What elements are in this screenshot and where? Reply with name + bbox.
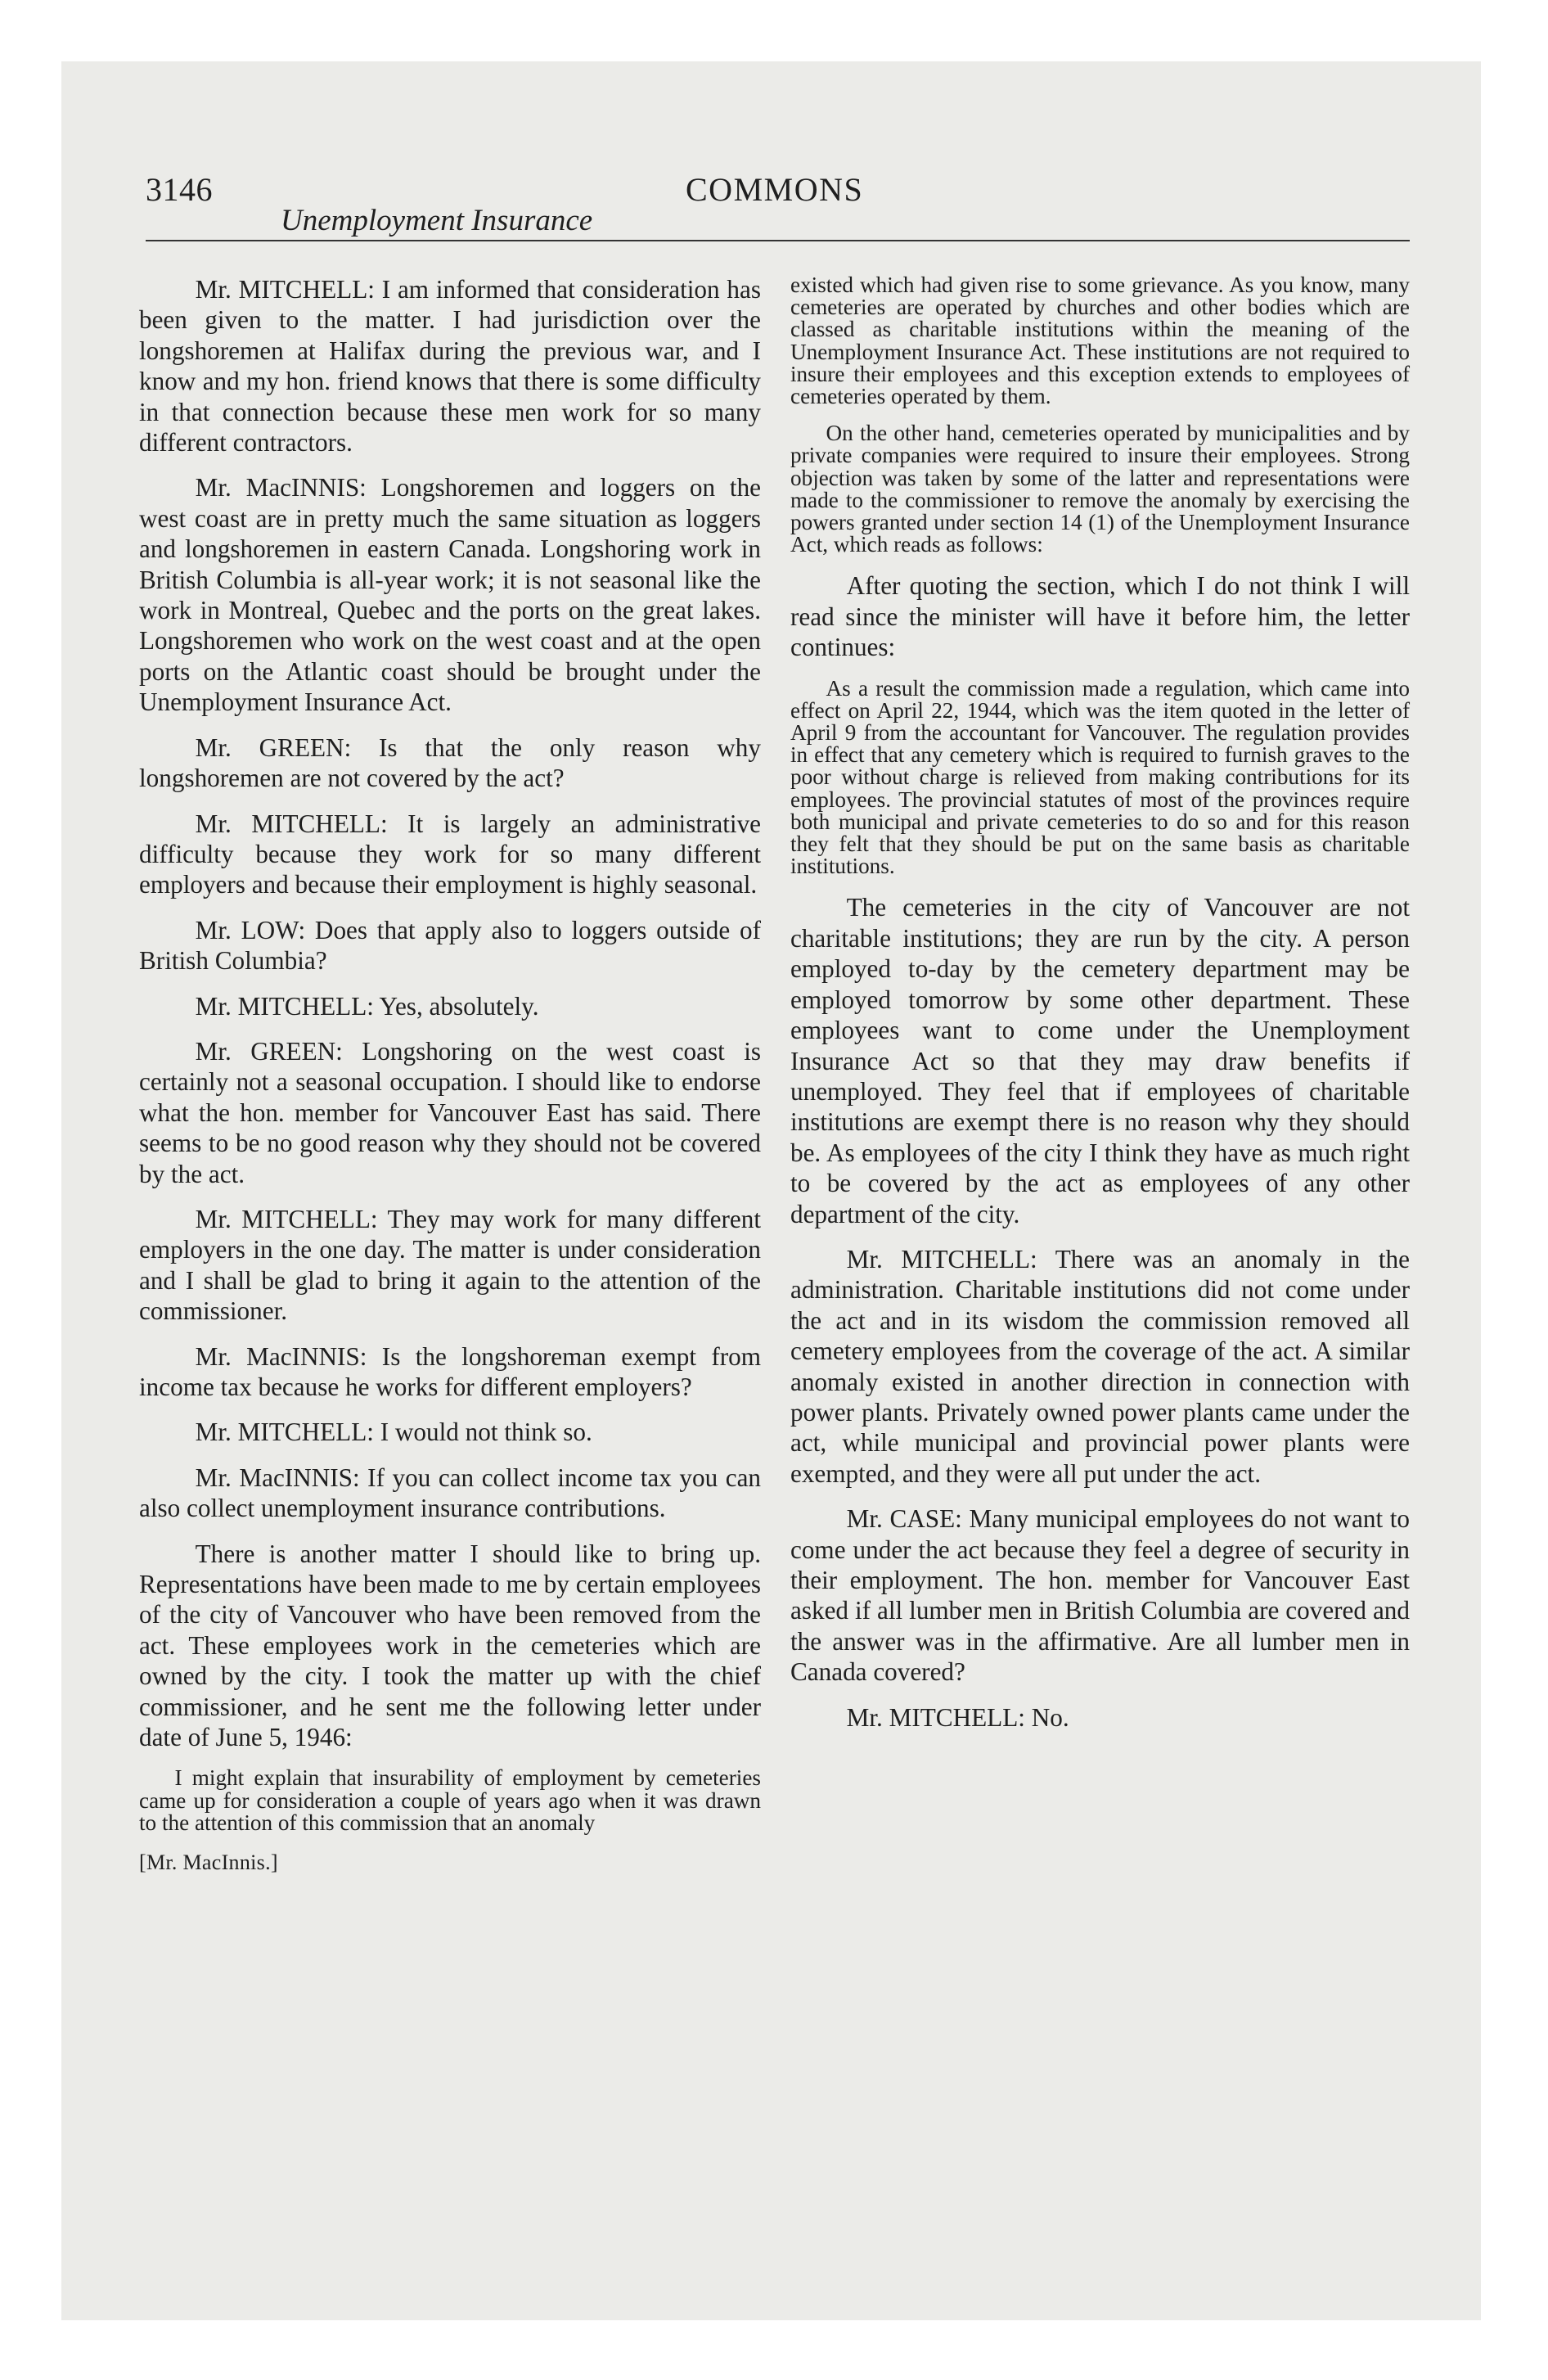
speech-paragraph bbox=[139, 1036, 761, 1189]
speech-text: I am informed that consideration has been given to the matter. I had jurisdiction over the longshoremen at Halifax during the previous war, and I know and my hon. friend knows that there is some difficulty in that connection because these men work for so many different contractors. bbox=[139, 275, 761, 458]
header-rule bbox=[146, 240, 1410, 241]
speaker-name: Mr. MITCHELL: bbox=[195, 1204, 378, 1233]
speech-paragraph bbox=[139, 472, 761, 717]
left-column bbox=[139, 274, 761, 1875]
speech-paragraph bbox=[139, 991, 761, 1021]
speech-paragraph bbox=[790, 1244, 1410, 1489]
speaker-name: Mr. MITCHELL: bbox=[195, 991, 374, 1021]
speech-text: I would not think so. bbox=[373, 1418, 592, 1447]
speech-text: There was an anomaly in the administration. Charitable institutions did not come under the act and in its wisdom the commission removed all cemetery employees from the coverage of the act. A similar anomaly existed in another direction in connection with power plants. Privately owned power plants came under the act, while municipal and provincial power plants were exempted, and they were all put under the act. bbox=[790, 1244, 1410, 1488]
speaker-name: Mr. MacINNIS: bbox=[195, 473, 367, 503]
speech-text: If you can collect income tax you can also collect unemployment insurance contributions. bbox=[139, 1463, 762, 1523]
body-paragraph: After quoting the section, which I do not think I will read since the minister will have it before him, the letter continues: bbox=[790, 571, 1410, 662]
speaker-name: Mr. MITCHELL: bbox=[195, 275, 375, 304]
speaker-name: Mr. MITCHELL: bbox=[846, 1702, 1025, 1732]
right-column bbox=[790, 274, 1410, 1733]
chamber-title: COMMONS bbox=[686, 171, 864, 208]
speech-paragraph bbox=[790, 1702, 1410, 1733]
quoted-letter-paragraph: I might explain that insurability of employment by cemeteries came up for consideration a couple of years ago when it was drawn to the attention of this commission that an anomaly bbox=[139, 1765, 761, 1835]
speech-text: They may work for many different employers in the one day. The matter is under consideration and I shall be glad to bring it again to the attention of the commissioner. bbox=[139, 1204, 762, 1326]
speaker-name: Mr. CASE: bbox=[846, 1504, 962, 1534]
speech-paragraph bbox=[139, 1341, 761, 1403]
speech-text: No. bbox=[1024, 1702, 1069, 1732]
section-title: Unemployment Insurance bbox=[281, 204, 593, 237]
page-header bbox=[146, 170, 1410, 237]
body-paragraph: The cemeteries in the city of Vancouver are not charitable institutions; they are run by the city. A person employed to-day by the cemetery department may be employed tomorrow by some other department. These employees want to come under the Unemployment Insurance Act so that they may draw benefits if unemployed. They feel that if employees of charitable institutions are exempt there is no reason why they should be. As employees of the city I think they have as much right to be covered by the act as employees of any other department of the city. bbox=[790, 893, 1410, 1228]
speaker-footer-tag: [Mr. MacInnis.] bbox=[139, 1850, 278, 1875]
quoted-letter-paragraph: As a result the commission made a regulation, which came into effect on April 22, 1944, which was the item quoted in the letter of April 9 from the accountant for Vancouver. The regulation provides in effect that any cemetery which is required to furnish graves to the poor without charge is relieved from making contributions for its employees. The provincial statutes of most of the provinces require both municipal and private cemeteries to do so and for this reason they felt that they should be put on the same basis as charitable institutions. bbox=[790, 675, 1410, 879]
speech-paragraph bbox=[139, 915, 761, 976]
speech-paragraph bbox=[139, 1417, 761, 1447]
speaker-name: Mr. GREEN: bbox=[195, 732, 352, 762]
speech-text: Many municipal employees do not want to come under the act because they feel a degree of security in their employment. The hon. member for Vancouver East asked if all lumber men in British Columbia are covered and the answer was in the affirmative. Are all lumber men in Canada covered? bbox=[790, 1504, 1411, 1687]
speech-text: Is that the only reason why longshoremen are not covered by the act? bbox=[139, 732, 761, 793]
speaker-name: Mr. MITCHELL: bbox=[195, 809, 388, 838]
speech-paragraph bbox=[139, 274, 761, 458]
speech-text: It is largely an administrative difficulty because they work for so many different employers and because their employment is highly seasonal. bbox=[139, 809, 762, 899]
body-paragraph: There is another matter I should like to bring up. Representations have been made to me by certain employees of the city of Vancouver who have been removed from the act. These employees work in the cemeteries which are owned by the city. I took the matter up with the chief commissioner, and he sent me the following letter under date of June 5, 1946: bbox=[139, 1539, 761, 1752]
speech-text: Is the longshoreman exempt from income tax because he works for different employers? bbox=[139, 1341, 761, 1401]
speech-paragraph bbox=[790, 1503, 1410, 1687]
speech-text: Does that apply also to loggers outside of British Columbia? bbox=[139, 915, 761, 976]
speaker-name: Mr. LOW: bbox=[195, 915, 306, 944]
speech-paragraph bbox=[139, 732, 761, 794]
speaker-name: Mr. MITCHELL: bbox=[195, 1418, 374, 1447]
speech-text: Longshoremen and loggers on the west coast are in pretty much the same situation as loggers and longshoremen in eastern Canada. Longshoring work in British Columbia is all-year work; it is not seasonal like the work in Montreal, Quebec and the ports on the great lakes. Longshoremen who work on the west coast and at the open ports on the Atlantic coast should be brought under the Unemployment Insurance Act. bbox=[139, 473, 762, 717]
quoted-letter-paragraph: existed which had given rise to some grievance. As you know, many cemeteries are operated by churches and other bodies which are classed as charitable institutions within the meaning of the Unemployment Insurance Act. These institutions are not required to insure their employees and this exception extends to employees of cemeteries operated by them. bbox=[790, 273, 1410, 409]
speech-paragraph bbox=[139, 1204, 761, 1327]
speech-text: Yes, absolutely. bbox=[373, 991, 539, 1021]
quoted-letter-paragraph: On the other hand, cemeteries operated by municipalities and by private companies were required to insure their employees. Strong objection was taken by some of the latter and representations were made to the commissioner to remove the anomaly by exercising the powers granted under section 14 (1) of the Unemployment Insurance Act, which reads as follows: bbox=[790, 421, 1410, 557]
speaker-name: Mr. GREEN: bbox=[195, 1036, 343, 1066]
page-number: 3146 bbox=[146, 171, 213, 208]
speaker-name: Mr. MacINNIS: bbox=[195, 1463, 360, 1492]
speaker-name: Mr. MacINNIS: bbox=[195, 1341, 367, 1371]
speech-paragraph bbox=[139, 1463, 761, 1524]
speech-text: Longshoring on the west coast is certainly not a seasonal occupation. I should like to endorse what the hon. member for Vancouver East has said. There seems to be no good reason why they should not be covered by the act. bbox=[139, 1036, 762, 1188]
speech-paragraph bbox=[139, 809, 761, 900]
speaker-name: Mr. MITCHELL: bbox=[846, 1244, 1037, 1273]
